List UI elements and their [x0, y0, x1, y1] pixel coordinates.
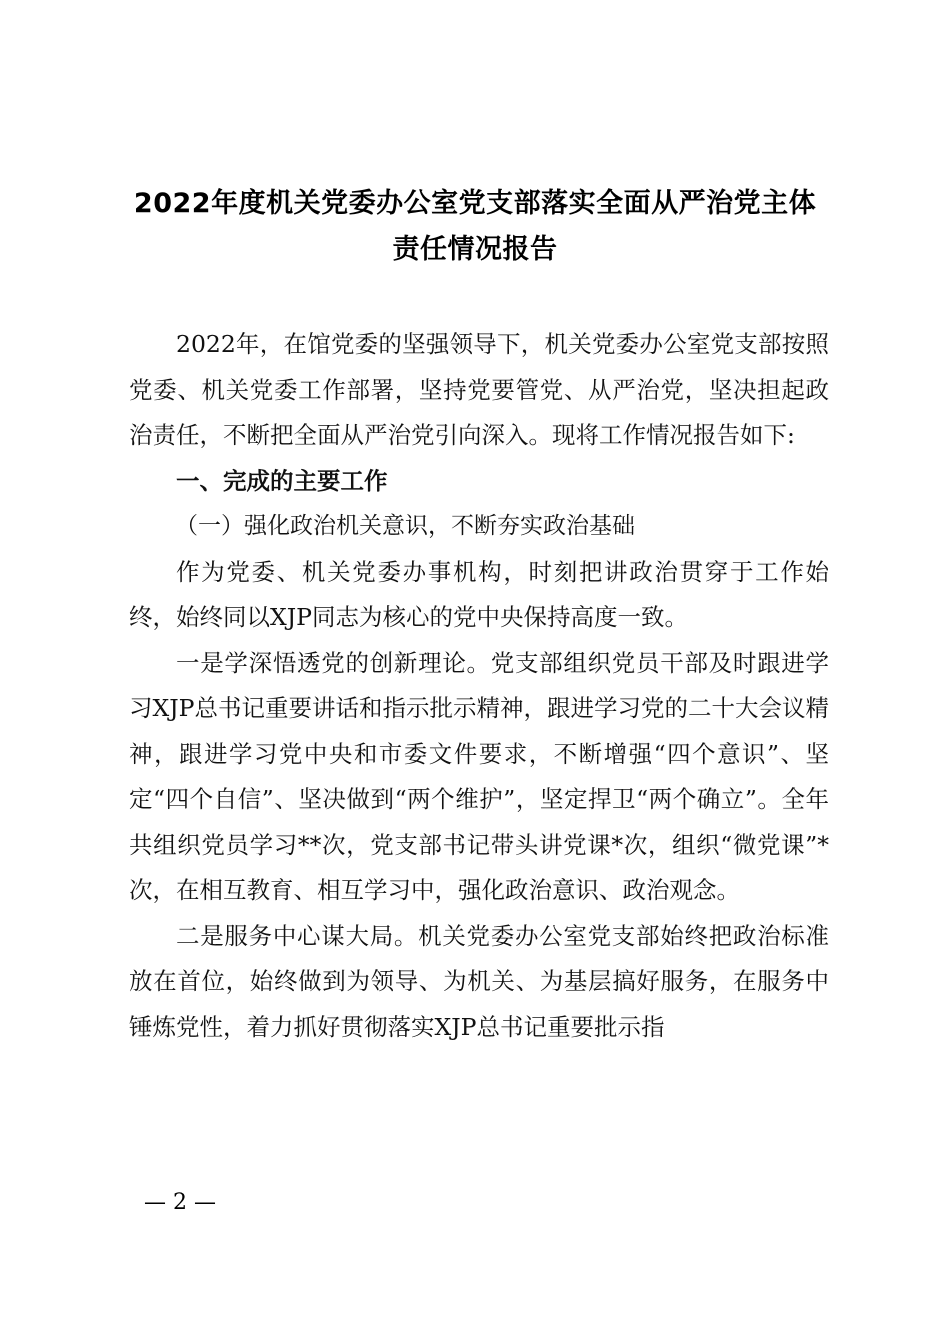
- document-title-line2: 责任情况报告: [392, 234, 558, 265]
- page-number: — 2 —: [144, 1190, 216, 1215]
- intro-paragraph: 2022年，在馆党委的坚强领导下，机关党委办公室党支部按照党委、机关党委工作部署，坚持党要管党、从严治党，坚决担起政治责任，不断把全面从严治党引向深入。现将工作情况报告如下:: [129, 330, 829, 449]
- body-paragraph-3: 二是服务中心谋大局。机关党委办公室党支部始终把政治标准放在首位，始终做到为领导、为机关、为基层搞好服务，在服务中锤炼党性，着力抓好贯彻落实XJP总书记重要批示指: [129, 921, 829, 1041]
- section-heading: 一、完成的主要工作: [176, 466, 388, 495]
- subsection-heading: （一）强化政治机关意识，不断夯实政治基础: [175, 513, 635, 539]
- document-body: [129, 322, 829, 1050]
- body-paragraph-2: 一是学深悟透党的创新理论。党支部组织党员干部及时跟进学习XJP总书记重要讲话和指示批示精神，跟进学习党的二十大会议精神，跟进学习党中央和市委文件要求，不断增强“四个意识”、坚定“四个自信”、坚决做到“两个维护”，坚定捍卫“两个确立”。全年共组织党员学习**次，党支部书记带头讲党课*次，组织“微党课”*次，在相互教育、相互学习中，强化政治意识、政治观念。: [129, 648, 829, 904]
- document-title-line1: 2022年度机关党委办公室党支部落实全面从严治党主体: [133, 188, 817, 219]
- body-paragraph-1: 作为党委、机关党委办事机构，时刻把讲政治贯穿于工作始终，始终同以XJP同志为核心的党中央保持高度一致。: [129, 557, 829, 631]
